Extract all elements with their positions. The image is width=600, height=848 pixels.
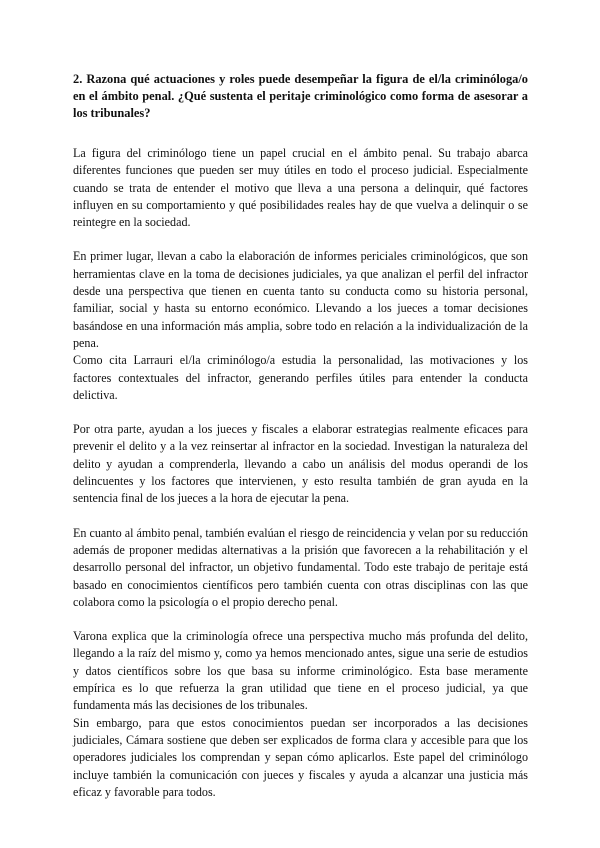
paragraph-prevention: Por otra parte, ayudan a los jueces y fiscales a elaborar estrategias realmente eficaces para prevenir el delito y a la vez reinsertar al infractor en la sociedad. Investigan la naturaleza del delito y ayudan a comprenderla, llevando a cabo un análisis del modus operandi de los delincuentes y los factores que intervienen, y esto resulta también de gran ayuda en la sentencia final de los jueces a la hora de ejecutar la pena. [73, 422, 528, 506]
document-page [73, 71, 528, 801]
paragraph-larrauri: Como cita Larrauri el/la criminólogo/a estudia la personalidad, las motivaciones y los factores contextuales del infractor, generando perfiles útiles para entender la conducta delictiva. [73, 353, 528, 402]
paragraph-spacer [73, 611, 528, 628]
paragraph-spacer [73, 404, 528, 421]
paragraph-recidivism: En cuanto al ámbito penal, también evalúan el riesgo de reincidencia y velan por su reducción además de proponer medidas alternativas a la prisión que favorecen a la rehabilitación y el desarrollo personal del infractor, un objetivo fundamental. Todo este trabajo de peritaje está basado en conocimientos científicos pero también cuenta con otras disciplinas con las que colabora como la psicología o el propio derecho penal. [73, 525, 528, 609]
paragraph-intro: La figura del criminólogo tiene un papel crucial en el ámbito penal. Su trabajo abarca diferentes funciones que pueden ser muy útiles en todo el proceso judicial. Especialmente cuando se trata de entender el motivo que lleva a una persona a delinquir, qué factores influyen en su comportamiento y qué posibilidades reales hay de que vuelva a delinquir o se reintegre en la sociedad. [73, 146, 528, 230]
paragraph-reports: En primer lugar, llevan a cabo la elaboración de informes periciales criminológicos, que son herramientas clave en la toma de decisiones judiciales, ya que analizan el perfil del infractor desde una perspectiva que tienen en cuenta tanto su conducta como su historia personal, familiar, social y hasta su entorno económico. Llevando a los jueces a tomar decisiones basándose en una información más amplia, sobre todo en relación a la individualización de la pena. [73, 249, 528, 350]
paragraph-spacer [73, 508, 528, 525]
paragraph-camara: Sin embargo, para que estos conocimientos puedan ser incorporados a las decisiones judiciales, Cámara sostiene que deben ser explicados de forma clara y accesible para que los operadores judiciales los comprendan y sepan cómo aplicarlos. Este papel del criminólogo incluye también la comunicación con jueces y fiscales y ayuda a alcanzar una justicia más eficaz y favorable para todos. [73, 715, 528, 799]
question-heading: 2. Razona qué actuaciones y roles puede desempeñar la figura de el/la criminóloga/o en el ámbito penal. ¿Qué sustenta el peritaje criminológico como forma de asesorar a los tribunales? [73, 72, 528, 120]
paragraph-varona: Varona explica que la criminología ofrece una perspectiva mucho más profunda del delito, llegando a la raíz del mismo y, como ya hemos mencionado antes, sigue una serie de estudios y datos científicos sobre los que basa su informe criminológico. Esta base meramente empírica es lo que refuerza la gran utilidad que tiene en el proceso judicial, ya que fundamenta más las decisiones de los tribunales. [73, 629, 528, 713]
paragraph-spacer [73, 231, 528, 248]
